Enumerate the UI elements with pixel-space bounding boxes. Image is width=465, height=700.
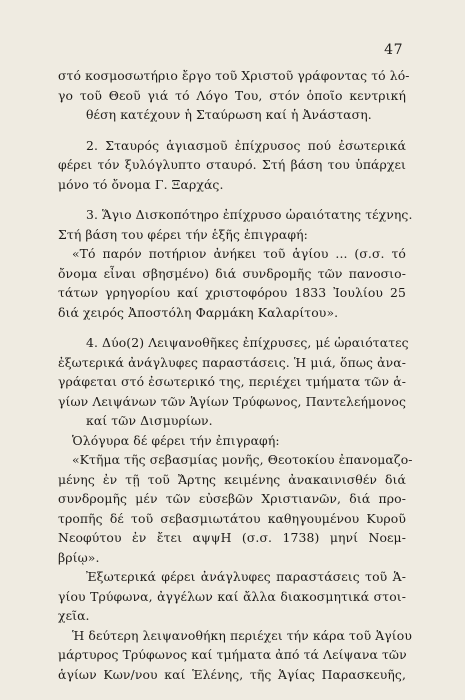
body-text xyxy=(58,66,413,684)
text-line: Ὁλόγυρα δέ φέρει τήν ἐπιγραφή: xyxy=(72,432,280,448)
text-line: μάρτυρος Τρύφωνος καί τμήματα ἀπό τά Λείψανα τῶν xyxy=(58,647,407,662)
paragraph-2 xyxy=(58,136,406,195)
text-line: τάτων γρηγορίου καί χριστοφόρου 1833 Ἰουλίου 25 xyxy=(58,285,406,300)
text-line: βρίῳ». xyxy=(58,549,100,565)
text-line: τροπῆς δέ τοῦ σεβασμιωτάτου καθηγουμένου Κυροῦ xyxy=(58,510,406,526)
text-line: ὄνομα εἶναι σβησμένο) διά συνδρομῆς τῶν πανοσιο- xyxy=(58,265,406,281)
text-line: στό κοσμοσωτήριο ἔργο τοῦ Χριστοῦ γράφοντας τό λό- xyxy=(58,68,410,83)
paragraph-1 xyxy=(58,66,410,125)
text-line: ἁγίων Κων/νου καί Ἑλένης, τῆς Ἁγίας Παρασκευῆς, xyxy=(58,666,406,682)
text-line: διά χειρός Ἀποστόλη Φαρμάκη Καλαρίτου». xyxy=(58,304,339,320)
text-line: «Κτῆμα τῆς σεβασμίας μονῆς, Θεοτοκίου ἐπανομαζο- xyxy=(72,452,413,467)
text-line: «Τό παρόν ποτήριον ἀνήκει τοῦ ἁγίου ... (σ.σ. τό xyxy=(72,246,406,261)
text-line: γίων Λειψάνων τῶν Ἁγίων Τρύφωνος, Παντελεήμονος xyxy=(58,393,406,409)
paragraph-4 xyxy=(58,333,413,684)
text-line: Ἐξωτερικά φέρει ἀνάγλυφες παραστάσεις τοῦ Ἁ- xyxy=(86,569,406,584)
text-line: μένης ἐν τῇ τοῦ Ἄρτης κειμένης ἀνακαινισθέν διά xyxy=(58,471,406,487)
text-line: 4. Δύο(2) Λειψανοθῆκες ἐπίχρυσες, μέ ὡραιότατες xyxy=(86,335,409,350)
text-line: συνδρομῆς μέν τῶν εὐσεβῶν Χριστιανῶν, διά προ- xyxy=(58,491,406,506)
text-line: 2. Σταυρός ἁγιασμοῦ ἐπίχρυσος πού ἐσωτερικά xyxy=(86,137,406,153)
text-line: Ἡ δεύτερη λειψανοθήκη περιέχει τήν κάρα τοῦ Ἁγίου xyxy=(72,627,412,643)
text-line: μόνο τό ὄνομα Γ. Ξαρχάς. xyxy=(58,176,224,192)
text-line: φέρει τόν ξυλόγλυπτο σταυρό. Στή βάση του ὑπάρχει xyxy=(58,157,406,172)
text-line: χεῖα. xyxy=(58,608,90,623)
text-line: γράφεται στό ἐσωτερικό της, περιέχει τμήματα τῶν ἁ- xyxy=(58,374,406,389)
text-line: Νεοφύτου ἐν ἔτει αψψΗ (σ.σ. 1738) μηνί Νοεμ- xyxy=(58,530,406,545)
text-line: γο τοῦ Θεοῦ γιά τό Λόγο Του, στόν ὁποῖο κεντρική xyxy=(58,87,406,103)
text-line: ἐξωτερικά ἀνάγλυφες παραστάσεις. Ἡ μιά, ὅπως ἀνα- xyxy=(58,354,406,370)
text-line: καί τῶν Δισμυρίων. xyxy=(86,413,213,428)
text-line: Στή βάση του φέρει τήν ἑξῆς ἐπιγραφή: xyxy=(58,226,308,242)
text-line: θέση κατέχουν ἡ Σταύρωση καί ἡ Ἀνάσταση. xyxy=(86,107,372,122)
text-line: 3. Ἅγιο Δισκοπότηρο ἐπίχρυσο ὡραιότατης τέχνης. xyxy=(86,207,413,222)
paragraph-3 xyxy=(58,205,413,322)
text-line: γίου Τρύφωνα, ἀγγέλων καί ἄλλα διακοσμητικά στοι- xyxy=(58,588,406,604)
page-number: 47 xyxy=(384,42,403,58)
